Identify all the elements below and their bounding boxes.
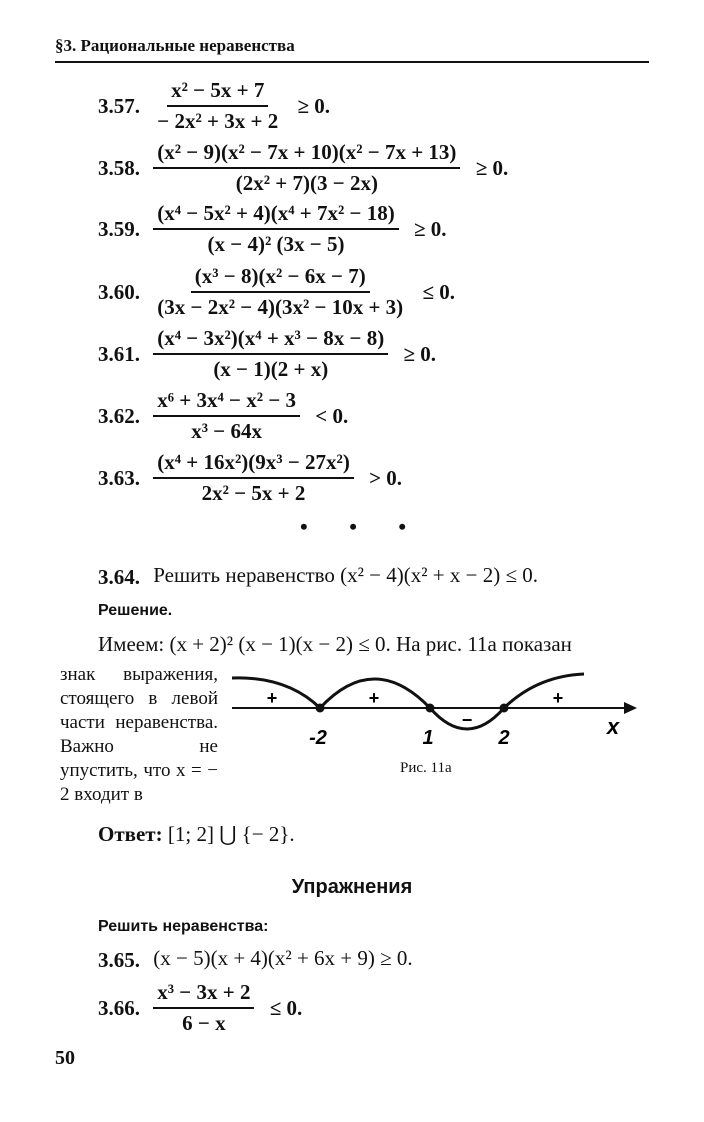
relation: ≤ 0. [269,995,303,1020]
numerator: (x⁴ − 3x²)(x⁴ + x³ − 8x − 8) [153,326,388,355]
denominator: − 2x² + 3x + 2 [157,109,279,133]
solution-side-text: знак выражения, стоящего в левой части неравенства. Важно не упустить, что x = − 2 входит в [60,664,218,805]
tick-label: -2 [309,727,327,749]
problem-number: 3.62. [98,403,140,428]
denominator: x³ − 64x [191,419,263,443]
relation: ≥ 0. [475,155,509,180]
header-rule [55,61,649,63]
problem-number: 3.57. [98,93,140,118]
problem-number: 3.59. [98,216,140,241]
problem-3-65 [98,946,413,973]
fraction [153,78,282,134]
solution-line: Имеем: (x + 2)² (x − 1)(x − 2) ≤ 0. На рис. 11а показан [98,632,572,656]
fraction [153,326,388,382]
fraction [153,450,354,506]
denominator: 2x² − 5x + 2 [201,481,306,505]
problem-number: 3.63. [98,465,140,490]
numerator: (x³ − 8)(x² − 6x − 7) [191,264,370,293]
denominator: (3x − 2x² − 4)(3x² − 10x + 3) [157,295,404,319]
problem-3-63 [98,450,403,505]
sign-label: + [368,688,380,708]
relation: ≥ 0. [297,93,330,118]
problem-3-60 [98,264,455,319]
problem-number: 3.58. [98,155,140,180]
numerator: x⁶ + 3x⁴ − x² − 3 [153,388,300,417]
denominator: (x − 1)(2 + x) [213,357,329,381]
answer-value: [1; 2] ⋃ {− 2}. [167,822,295,846]
answer-label: Ответ: [98,822,163,846]
problem-3-59 [98,201,447,256]
problem-text: (x − 5)(x + 4)(x² + 6x + 9) ≥ 0. [153,946,413,970]
problem-number: 3.60. [98,279,140,304]
numerator: (x⁴ + 16x²)(9x³ − 27x²) [153,450,354,479]
sign-chart-figure [232,668,642,760]
problem-number: 3.65. [98,947,140,972]
fraction [153,980,254,1036]
problem-3-57 [98,78,330,133]
axis-label: x [606,714,620,739]
problem-3-61 [98,326,437,381]
sign-label: − [461,710,473,730]
problem-number: 3.64. [98,564,140,589]
critical-point [500,704,509,713]
numerator: (x⁴ − 5x² + 4)(x⁴ + 7x² − 18) [153,201,399,230]
sign-curve-right [504,674,584,708]
critical-point [426,704,435,713]
problem-3-58 [98,140,509,195]
fraction [153,264,407,320]
problem-number: 3.61. [98,341,140,366]
relation: ≥ 0. [414,216,447,241]
denominator: (x − 4)² (3x − 5) [207,232,345,256]
section-title: Упражнения [291,876,413,898]
section-separator: • • • [300,514,425,539]
problem-3-64 [98,563,538,590]
problem-3-66 [98,980,303,1035]
numerator: x³ − 3x + 2 [153,980,254,1009]
page-number: 50 [55,1047,75,1069]
figure-caption: Рис. 11а [400,760,452,776]
fraction [153,140,460,196]
solution-label: Решение. [98,602,173,619]
sign-label: + [552,688,564,708]
tick-label: 1 [422,727,434,749]
relation: ≤ 0. [422,279,455,304]
exercise-instruction: Решить неравенства: [98,918,269,935]
relation: > 0. [369,465,403,490]
sign-label: + [266,688,278,708]
page-header-title: §3. Рациональные неравенства [55,36,295,55]
relation: < 0. [315,403,349,428]
denominator: 6 − x [182,1011,226,1035]
numerator: (x² − 9)(x² − 7x + 10)(x² − 7x + 13) [153,140,460,169]
relation: ≥ 0. [403,341,437,366]
numerator: x² − 5x + 7 [167,78,268,107]
fraction [153,201,399,257]
problem-3-62 [98,388,349,443]
critical-point [316,704,325,713]
tick-label: 2 [498,727,510,749]
problem-text: Решить неравенство (x² − 4)(x² + x − 2) ≤ 0. [153,563,539,587]
axis-arrow [624,702,637,714]
problem-number: 3.66. [98,995,140,1020]
denominator: (2x² + 7)(3 − 2x) [235,171,378,195]
fraction [153,388,300,444]
answer [98,822,295,847]
